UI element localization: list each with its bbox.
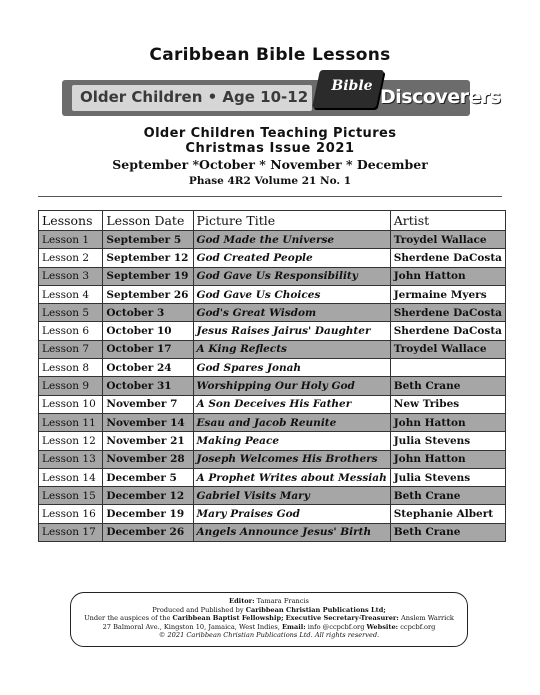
artist-cell: Jermaine Myers: [390, 285, 505, 303]
table-header-row: [39, 211, 506, 231]
lesson-cell: Lesson 6: [39, 322, 103, 340]
exec-name: Anslem Warrick: [400, 614, 454, 623]
publisher-name: Caribbean Christian Publications Ltd;: [245, 605, 386, 614]
date-cell: November 14: [103, 413, 193, 431]
table-row: [39, 487, 506, 505]
title-cell: A King Reflects: [193, 340, 390, 358]
banner-discoverers-text: Discoverers: [380, 86, 501, 108]
email-label: Email:: [281, 622, 306, 631]
date-cell: September 5: [103, 231, 193, 249]
artist-cell: [390, 359, 505, 377]
date-cell: November 28: [103, 450, 193, 468]
lessons-table-body: [39, 231, 506, 542]
title-cell: God Made the Universe: [193, 231, 390, 249]
lesson-cell: Lesson 7: [39, 340, 103, 358]
title-cell: Worshipping Our Holy God: [193, 377, 390, 395]
date-cell: December 26: [103, 523, 193, 541]
date-cell: December 5: [103, 468, 193, 486]
editor-label: Editor:: [229, 597, 255, 605]
phase-line: Phase 4R2 Volume 21 No. 1: [188, 175, 352, 187]
table-row: [39, 267, 506, 285]
date-cell: October 17: [103, 340, 193, 358]
artist-cell: New Tribes: [390, 395, 505, 413]
lesson-cell: Lesson 1: [39, 231, 103, 249]
title-cell: Making Peace: [193, 432, 390, 450]
title-cell: Mary Praises God: [193, 505, 390, 523]
banner-age-text: Older Children • Age 10-12: [80, 88, 309, 106]
date-cell: December 19: [103, 505, 193, 523]
date-cell: November 7: [103, 395, 193, 413]
header-picture-title: Picture Title: [193, 211, 390, 231]
title-cell: A Prophet Writes about Messiah: [193, 468, 390, 486]
artist-cell: Beth Crane: [390, 523, 505, 541]
bible-discoverers-banner: [62, 70, 501, 120]
title-cell: Joseph Welcomes His Brothers: [193, 450, 390, 468]
title-cell: Gabriel Visits Mary: [193, 487, 390, 505]
editor-name: Tamara Francis: [256, 597, 309, 605]
table-row: [39, 249, 506, 267]
auspices-prefix: Under the auspices of the: [84, 614, 171, 623]
table-row: [39, 413, 506, 431]
title-cell: God Gave Us Choices: [193, 285, 390, 303]
table-row: [39, 395, 506, 413]
lesson-cell: Lesson 12: [39, 432, 103, 450]
lesson-cell: Lesson 9: [39, 377, 103, 395]
document-titles: [0, 126, 540, 189]
title-cell: Angels Announce Jesus' Birth: [193, 523, 390, 541]
date-cell: September 19: [103, 267, 193, 285]
date-cell: September 26: [103, 285, 193, 303]
header-lesson-date: Lesson Date: [103, 211, 193, 231]
header-artist: Artist: [390, 211, 505, 231]
title-cell: God's Great Wisdom: [193, 304, 390, 322]
date-cell: November 21: [103, 432, 193, 450]
date-cell: October 10: [103, 322, 193, 340]
table-row: [39, 359, 506, 377]
lesson-cell: Lesson 3: [39, 267, 103, 285]
published-prefix: Produced and Published by: [152, 605, 244, 614]
table-row: [39, 377, 506, 395]
table-row: [39, 432, 506, 450]
artist-cell: Sherdene DaCosta: [390, 249, 505, 267]
lesson-cell: Lesson 8: [39, 359, 103, 377]
artist-cell: Sherdene DaCosta: [390, 322, 505, 340]
table-row: [39, 468, 506, 486]
date-cell: December 12: [103, 487, 193, 505]
artist-cell: Sherdene DaCosta: [390, 304, 505, 322]
fellowship-name: Caribbean Baptist Fellowship;: [172, 614, 284, 623]
table-row: [39, 231, 506, 249]
artist-cell: John Hatton: [390, 450, 505, 468]
artist-cell: John Hatton: [390, 413, 505, 431]
lessons-table: [38, 210, 506, 542]
date-cell: October 24: [103, 359, 193, 377]
publisher-footer: [70, 592, 468, 647]
lesson-cell: Lesson 10: [39, 395, 103, 413]
date-cell: October 31: [103, 377, 193, 395]
table-row: [39, 304, 506, 322]
issue-title: Christmas Issue 2021: [185, 141, 355, 156]
title-cell: God Spares Jonah: [193, 359, 390, 377]
series-title: Caribbean Bible Lessons: [149, 45, 391, 65]
table-row: [39, 322, 506, 340]
date-cell: October 3: [103, 304, 193, 322]
table-row: [39, 450, 506, 468]
exec-label: Executive Secretary-Treasurer:: [285, 614, 399, 623]
lesson-cell: Lesson 14: [39, 468, 103, 486]
artist-cell: Beth Crane: [390, 487, 505, 505]
artist-cell: Stephanie Albert: [390, 505, 505, 523]
address: 27 Balmoral Ave., Kingston 10, Jamaica, West Indies,: [102, 622, 280, 631]
date-cell: September 12: [103, 249, 193, 267]
doc-title: Older Children Teaching Pictures: [143, 126, 397, 141]
table-row: [39, 505, 506, 523]
artist-cell: Troydel Wallace: [390, 340, 505, 358]
bible-book-label: Bible: [331, 78, 373, 94]
title-cell: Esau and Jacob Reunite: [193, 413, 390, 431]
table-row: [39, 523, 506, 541]
website[interactable]: ccpcbf.org: [400, 622, 436, 631]
lesson-cell: Lesson 5: [39, 304, 103, 322]
title-cell: God Created People: [193, 249, 390, 267]
lesson-cell: Lesson 2: [39, 249, 103, 267]
lesson-cell: Lesson 4: [39, 285, 103, 303]
artist-cell: Beth Crane: [390, 377, 505, 395]
title-cell: Jesus Raises Jairus' Daughter: [193, 322, 390, 340]
table-row: [39, 340, 506, 358]
artist-cell: Julia Stevens: [390, 468, 505, 486]
header-lessons: Lessons: [39, 211, 103, 231]
months-line: September *October * November * December: [112, 157, 428, 172]
title-cell: A Son Deceives His Father: [193, 395, 390, 413]
copyright: © 2021 Caribbean Christian Publications Ltd. All rights reserved.: [158, 631, 380, 640]
lesson-cell: Lesson 11: [39, 413, 103, 431]
artist-cell: John Hatton: [390, 267, 505, 285]
table-row: [39, 285, 506, 303]
lesson-cell: Lesson 15: [39, 487, 103, 505]
artist-cell: Troydel Wallace: [390, 231, 505, 249]
lesson-cell: Lesson 17: [39, 523, 103, 541]
artist-cell: Julia Stevens: [390, 432, 505, 450]
email[interactable]: info @ccpcbf.org: [307, 622, 365, 631]
website-label: Website:: [366, 622, 399, 631]
title-cell: God Gave Us Responsibility: [193, 267, 390, 285]
lesson-cell: Lesson 13: [39, 450, 103, 468]
lesson-cell: Lesson 16: [39, 505, 103, 523]
divider: [38, 196, 502, 197]
